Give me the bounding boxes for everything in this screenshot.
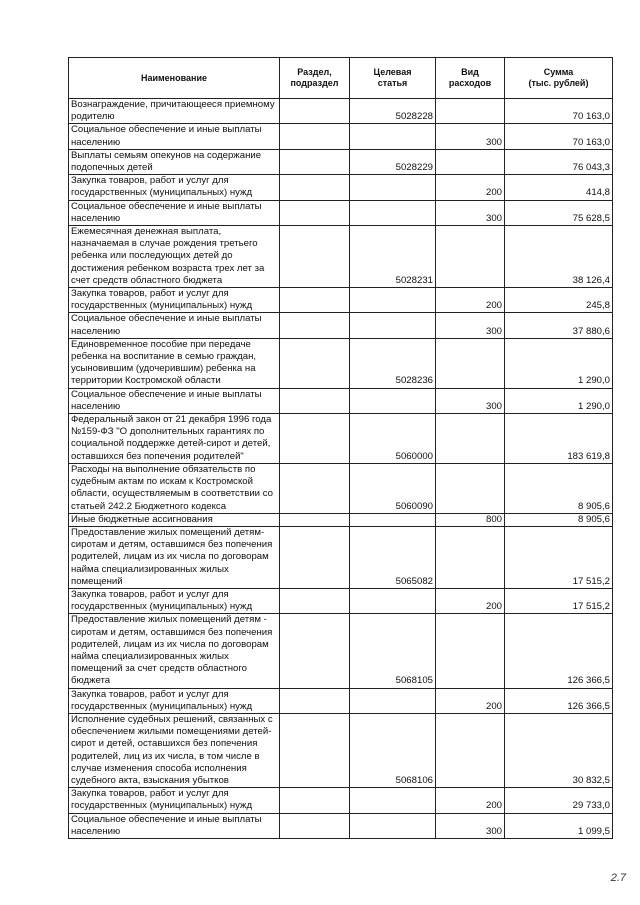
- table-header-row: [69, 58, 613, 99]
- cell-section: [280, 313, 350, 338]
- cell-article: [350, 788, 436, 813]
- cell-article: [350, 588, 436, 613]
- cell-name: Социальное обеспечение и иные выплаты населению: [69, 200, 280, 225]
- table-row: [69, 414, 613, 464]
- cell-article: [350, 288, 436, 313]
- table-row: [69, 99, 613, 124]
- cell-name: Закупка товаров, работ и услуг для государственных (муниципальных) нужд: [69, 288, 280, 313]
- cell-section: [280, 463, 350, 513]
- cell-expense-type: 200: [436, 175, 505, 200]
- cell-sum: 38 126,4: [505, 226, 613, 288]
- cell-name: Социальное обеспечение и иные выплаты населению: [69, 388, 280, 413]
- cell-expense-type: 200: [436, 588, 505, 613]
- cell-section: [280, 614, 350, 688]
- cell-article: [350, 813, 436, 838]
- cell-sum: 37 880,6: [505, 313, 613, 338]
- cell-name: Расходы на выполнение обязательств по судебным актам по искам к Костромской области, осуществляемым в соответствии со статьей 242.2 Бюджетного кодекса: [69, 463, 280, 513]
- cell-name: Предоставление жилых помещений детям- сиротам и детям, оставшимся без попечения родителей, лицам из их числа по договорам найма специализированных жилых помещений: [69, 526, 280, 588]
- cell-sum: 126 366,5: [505, 614, 613, 688]
- cell-sum: 414,8: [505, 175, 613, 200]
- cell-expense-type: 300: [436, 313, 505, 338]
- cell-name: Социальное обеспечение и иные выплаты населению: [69, 124, 280, 149]
- cell-section: [280, 124, 350, 149]
- cell-expense-type: [436, 463, 505, 513]
- cell-sum: 1 290,0: [505, 338, 613, 388]
- cell-article: 5028229: [350, 149, 436, 174]
- cell-expense-type: 800: [436, 513, 505, 526]
- budget-table-sheet: [68, 57, 612, 839]
- cell-name: Социальное обеспечение и иные выплаты населению: [69, 813, 280, 838]
- cell-expense-type: [436, 226, 505, 288]
- cell-article: [350, 200, 436, 225]
- cell-sum: 70 163,0: [505, 99, 613, 124]
- cell-section: [280, 388, 350, 413]
- cell-article: 5068105: [350, 614, 436, 688]
- cell-article: 5060000: [350, 414, 436, 464]
- table-row: [69, 175, 613, 200]
- table-row: [69, 149, 613, 174]
- page-number-mark: 2.7: [610, 872, 626, 884]
- cell-section: [280, 288, 350, 313]
- cell-sum: 183 619,8: [505, 414, 613, 464]
- table-row: [69, 688, 613, 713]
- cell-name: Социальное обеспечение и иные выплаты населению: [69, 313, 280, 338]
- cell-section: [280, 788, 350, 813]
- cell-expense-type: 300: [436, 200, 505, 225]
- cell-section: [280, 813, 350, 838]
- table-row: [69, 513, 613, 526]
- cell-name: Федеральный закон от 21 декабря 1996 года №159-ФЗ "О дополнительных гарантиях по социальной поддержке детей-сирот и детей, оставшихся без попечения родителей": [69, 414, 280, 464]
- cell-expense-type: [436, 149, 505, 174]
- cell-article: [350, 513, 436, 526]
- table-row: [69, 463, 613, 513]
- header-section: Раздел, подраздел: [280, 58, 350, 99]
- cell-sum: 17 515,2: [505, 526, 613, 588]
- table-row: [69, 226, 613, 288]
- cell-sum: 75 628,5: [505, 200, 613, 225]
- cell-expense-type: 300: [436, 124, 505, 149]
- cell-name: Закупка товаров, работ и услуг для государственных (муниципальных) нужд: [69, 175, 280, 200]
- cell-section: [280, 200, 350, 225]
- cell-name: Исполнение судебных решений, связанных с обеспечением жилыми помещениями детей- сирот и детей, оставшихся без попечения родителей, лиц из их числа, в том числе в случае изменения способа исполнения судебного акта, взыскания убытков: [69, 713, 280, 787]
- cell-section: [280, 149, 350, 174]
- cell-expense-type: 200: [436, 688, 505, 713]
- table-row: [69, 338, 613, 388]
- cell-section: [280, 338, 350, 388]
- cell-expense-type: [436, 526, 505, 588]
- cell-article: [350, 124, 436, 149]
- header-sum: Сумма (тыс. рублей): [505, 58, 613, 99]
- cell-name: Закупка товаров, работ и услуг для государственных (муниципальных) нужд: [69, 688, 280, 713]
- cell-name: Единовременное пособие при передаче ребенка на воспитание в семью граждан, усыновившим (удочерившим) ребенка на территории Костромской области: [69, 338, 280, 388]
- cell-expense-type: 200: [436, 288, 505, 313]
- table-row: [69, 288, 613, 313]
- cell-name: Вознаграждение, причитающееся приемному родителю: [69, 99, 280, 124]
- cell-sum: 8 905,6: [505, 463, 613, 513]
- cell-sum: 1 290,0: [505, 388, 613, 413]
- table-row: [69, 388, 613, 413]
- cell-name: Ежемесячная денежная выплата, назначаемая в случае рождения третьего ребенка или последующих детей до достижения ребенком возраста трех лет за счет средств областного бюджета: [69, 226, 280, 288]
- cell-section: [280, 513, 350, 526]
- cell-article: 5028236: [350, 338, 436, 388]
- cell-article: 5068106: [350, 713, 436, 787]
- budget-table: [68, 57, 613, 839]
- cell-sum: 126 366,5: [505, 688, 613, 713]
- table-row: [69, 614, 613, 688]
- cell-expense-type: 300: [436, 813, 505, 838]
- table-row: [69, 788, 613, 813]
- cell-expense-type: [436, 338, 505, 388]
- cell-expense-type: [436, 713, 505, 787]
- cell-expense-type: [436, 99, 505, 124]
- cell-expense-type: [436, 614, 505, 688]
- header-name: Наименование: [69, 58, 280, 99]
- cell-sum: 8 905,6: [505, 513, 613, 526]
- cell-expense-type: 300: [436, 388, 505, 413]
- cell-sum: 1 099,5: [505, 813, 613, 838]
- cell-article: 5028228: [350, 99, 436, 124]
- cell-article: [350, 313, 436, 338]
- table-body: [69, 99, 613, 839]
- cell-article: [350, 175, 436, 200]
- cell-article: 5060090: [350, 463, 436, 513]
- cell-name: Закупка товаров, работ и услуг для государственных (муниципальных) нужд: [69, 588, 280, 613]
- cell-section: [280, 588, 350, 613]
- cell-name: Закупка товаров, работ и услуг для государственных (муниципальных) нужд: [69, 788, 280, 813]
- table-row: [69, 526, 613, 588]
- cell-sum: 29 733,0: [505, 788, 613, 813]
- cell-article: [350, 388, 436, 413]
- table-row: [69, 200, 613, 225]
- cell-section: [280, 414, 350, 464]
- cell-expense-type: [436, 414, 505, 464]
- header-article: Целевая статья: [350, 58, 436, 99]
- table-row: [69, 813, 613, 838]
- cell-name: Выплаты семьям опекунов на содержание подопечных детей: [69, 149, 280, 174]
- cell-sum: 245,8: [505, 288, 613, 313]
- cell-sum: 17 515,2: [505, 588, 613, 613]
- cell-sum: 70 163,0: [505, 124, 613, 149]
- cell-name: Иные бюджетные ассигнования: [69, 513, 280, 526]
- cell-name: Предоставление жилых помещений детям - сиротам и детям, оставшимся без попечения родителей, лицам из их числа по договорам найма специализированных жилых помещений за счет средств областного бюджета: [69, 614, 280, 688]
- cell-section: [280, 99, 350, 124]
- table-row: [69, 124, 613, 149]
- header-expense-type: Вид расходов: [436, 58, 505, 99]
- cell-section: [280, 688, 350, 713]
- cell-article: 5065082: [350, 526, 436, 588]
- cell-article: [350, 688, 436, 713]
- cell-section: [280, 526, 350, 588]
- cell-sum: 30 832,5: [505, 713, 613, 787]
- cell-section: [280, 226, 350, 288]
- cell-section: [280, 713, 350, 787]
- cell-section: [280, 175, 350, 200]
- cell-article: 5028231: [350, 226, 436, 288]
- cell-expense-type: 200: [436, 788, 505, 813]
- table-row: [69, 713, 613, 787]
- cell-sum: 76 043,3: [505, 149, 613, 174]
- table-row: [69, 313, 613, 338]
- table-row: [69, 588, 613, 613]
